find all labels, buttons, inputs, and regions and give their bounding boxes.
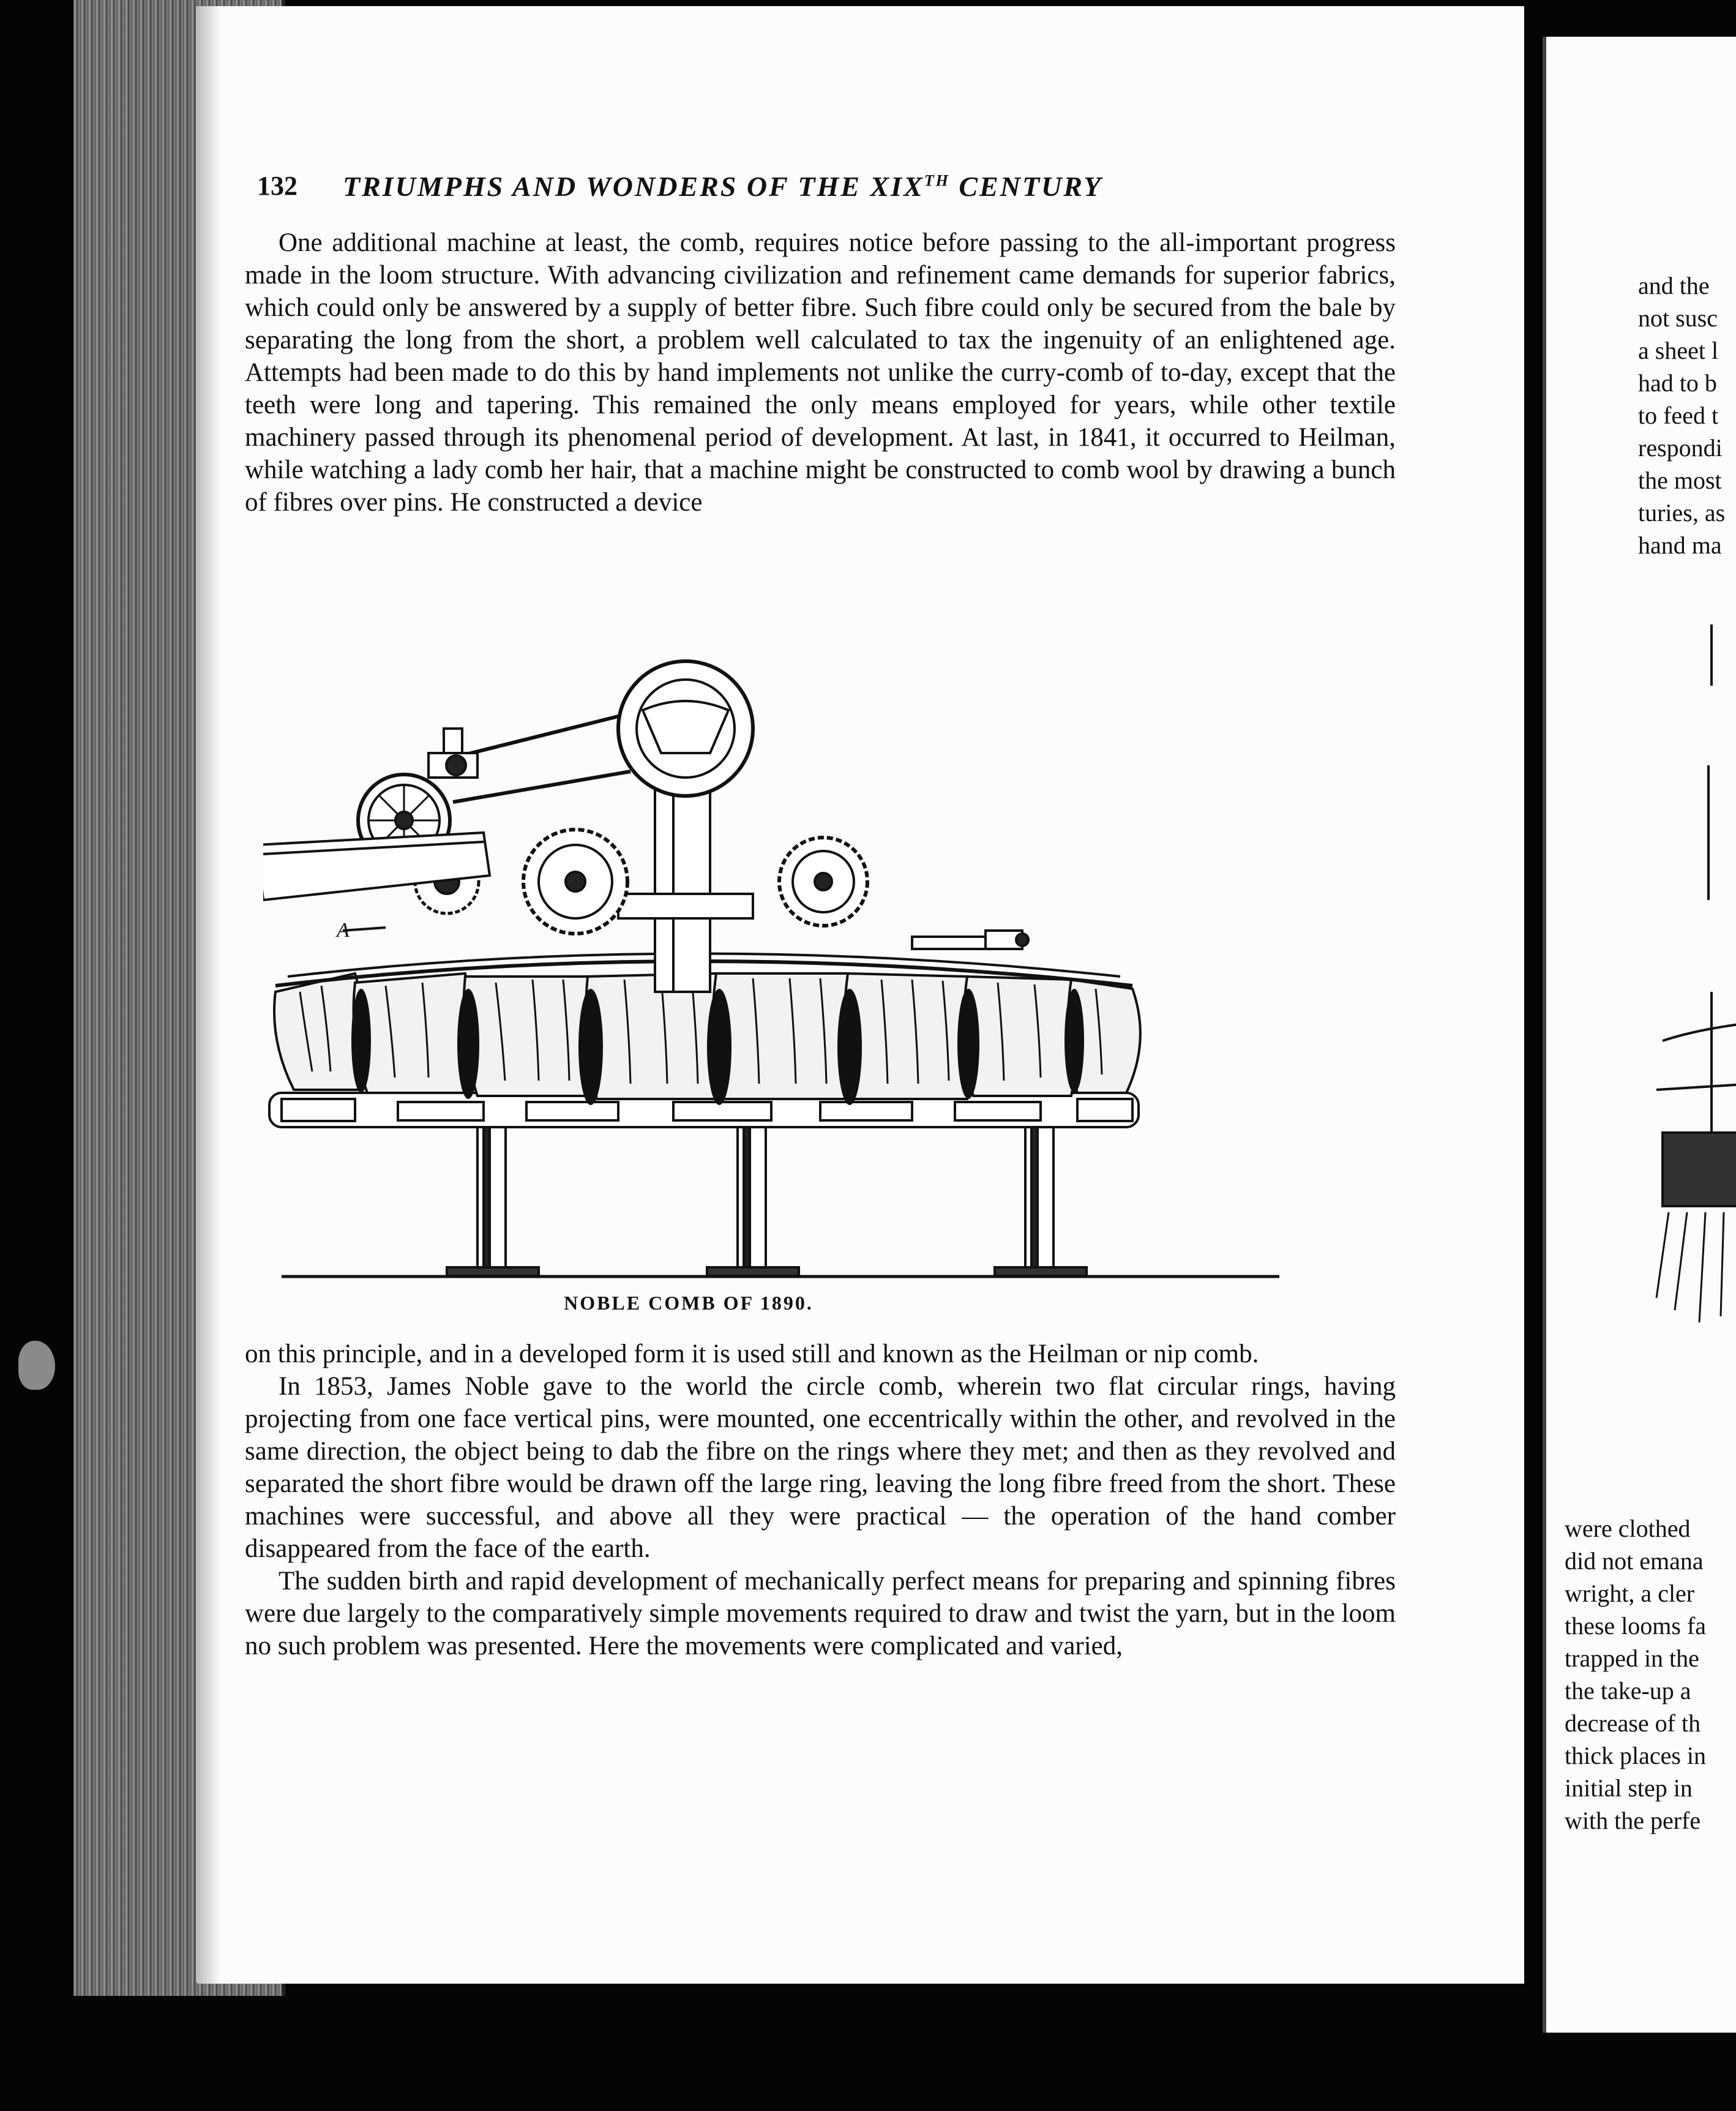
page-stain bbox=[18, 1341, 55, 1390]
right-line: not susc bbox=[1638, 304, 1718, 332]
right-line: did not emana bbox=[1565, 1547, 1704, 1575]
right-line: trapped in the bbox=[1565, 1644, 1699, 1672]
paragraph: In 1853, James Noble gave to the world the circle comb, wherein two flat circular rings, having projecting from one face vertical pins, were mounted, one eccentrically within the other, and revolved in the same direction, the object being to dab the fibre on the rings where they met; and then as they revolved and separated the short fibre would be drawn off the large ring, leaving the long fibre freed from the short. These machines were successful, and above all they were practical — the operation of the hand comber disappeared from the face of the earth. bbox=[245, 1372, 1396, 1563]
right-line: wright, a cler bbox=[1565, 1580, 1695, 1607]
body-text-top bbox=[245, 227, 1396, 519]
right-line: had to b bbox=[1638, 369, 1717, 397]
scan-bottom-border bbox=[0, 2094, 1736, 2111]
right-page-illustration-fragment bbox=[1650, 624, 1736, 1469]
paragraph: on this principle, and in a developed form it is used still and known as the Heilman or nip comb. bbox=[245, 1340, 1259, 1368]
right-line: to feed t bbox=[1638, 402, 1719, 429]
right-page-partial bbox=[1543, 37, 1736, 2033]
right-line: thick places in bbox=[1565, 1742, 1707, 1769]
right-line: decrease of th bbox=[1565, 1709, 1701, 1737]
body-text-bottom bbox=[245, 1338, 1396, 1662]
right-line: the take-up a bbox=[1565, 1677, 1691, 1704]
right-line: respondi bbox=[1638, 434, 1723, 462]
figure-caption: NOBLE COMB OF 1890. bbox=[564, 1292, 814, 1314]
page-gutter-shadow bbox=[196, 6, 220, 1984]
right-line: were clothed bbox=[1565, 1515, 1691, 1542]
right-line: hand ma bbox=[1638, 531, 1722, 559]
right-line: with the perfe bbox=[1565, 1807, 1701, 1834]
right-line: these looms fa bbox=[1565, 1612, 1707, 1640]
right-page-lines-bottom bbox=[1565, 1512, 1706, 1837]
right-line: and the bbox=[1638, 272, 1710, 299]
right-line: the most bbox=[1638, 467, 1722, 494]
noble-comb-illustration bbox=[263, 643, 1383, 1292]
page-number: 132 bbox=[257, 171, 297, 201]
right-page-lines-top bbox=[1638, 269, 1725, 561]
right-line: turies, as bbox=[1638, 499, 1726, 527]
page-header bbox=[257, 170, 1359, 207]
right-line: initial step in bbox=[1565, 1774, 1693, 1802]
figure-label-a: A bbox=[337, 919, 350, 942]
paragraph: The sudden birth and rapid development of mechanically perfect means for preparing and spinning fibres were due largely to the comparatively simple movements required to draw and twist the yarn, but in the loom no such problem was presented. Here the movements were complicated and varied, bbox=[245, 1567, 1396, 1660]
right-line: a sheet l bbox=[1638, 337, 1719, 364]
paragraph: One additional machine at least, the comb, requires notice before passing to the all-important progress made in the loom structure. With advancing civilization and refinement came demands for superior fabrics, which could only be answered by a supply of better fibre. Such fibre could only be secured from the bale by separating the long from the short, a problem well calculated to tax the ingenuity of an enlightened age. Attempts had been made to do this by hand implements not unlike the curry-comb of to-day, except that the teeth were long and tapering. This remained the only means employed for years, while other textile machinery passed through its phenomenal period of development. At last, in 1841, it occurred to Heilman, while watching a lady comb her hair, that a machine might be constructed to comb wool by drawing a bunch of fibres over pins. He constructed a device bbox=[245, 228, 1396, 517]
running-title: TRIUMPHS AND WONDERS OF THE XIXTH CENTURY bbox=[343, 171, 1103, 202]
figure-noble-comb bbox=[263, 643, 1383, 1314]
